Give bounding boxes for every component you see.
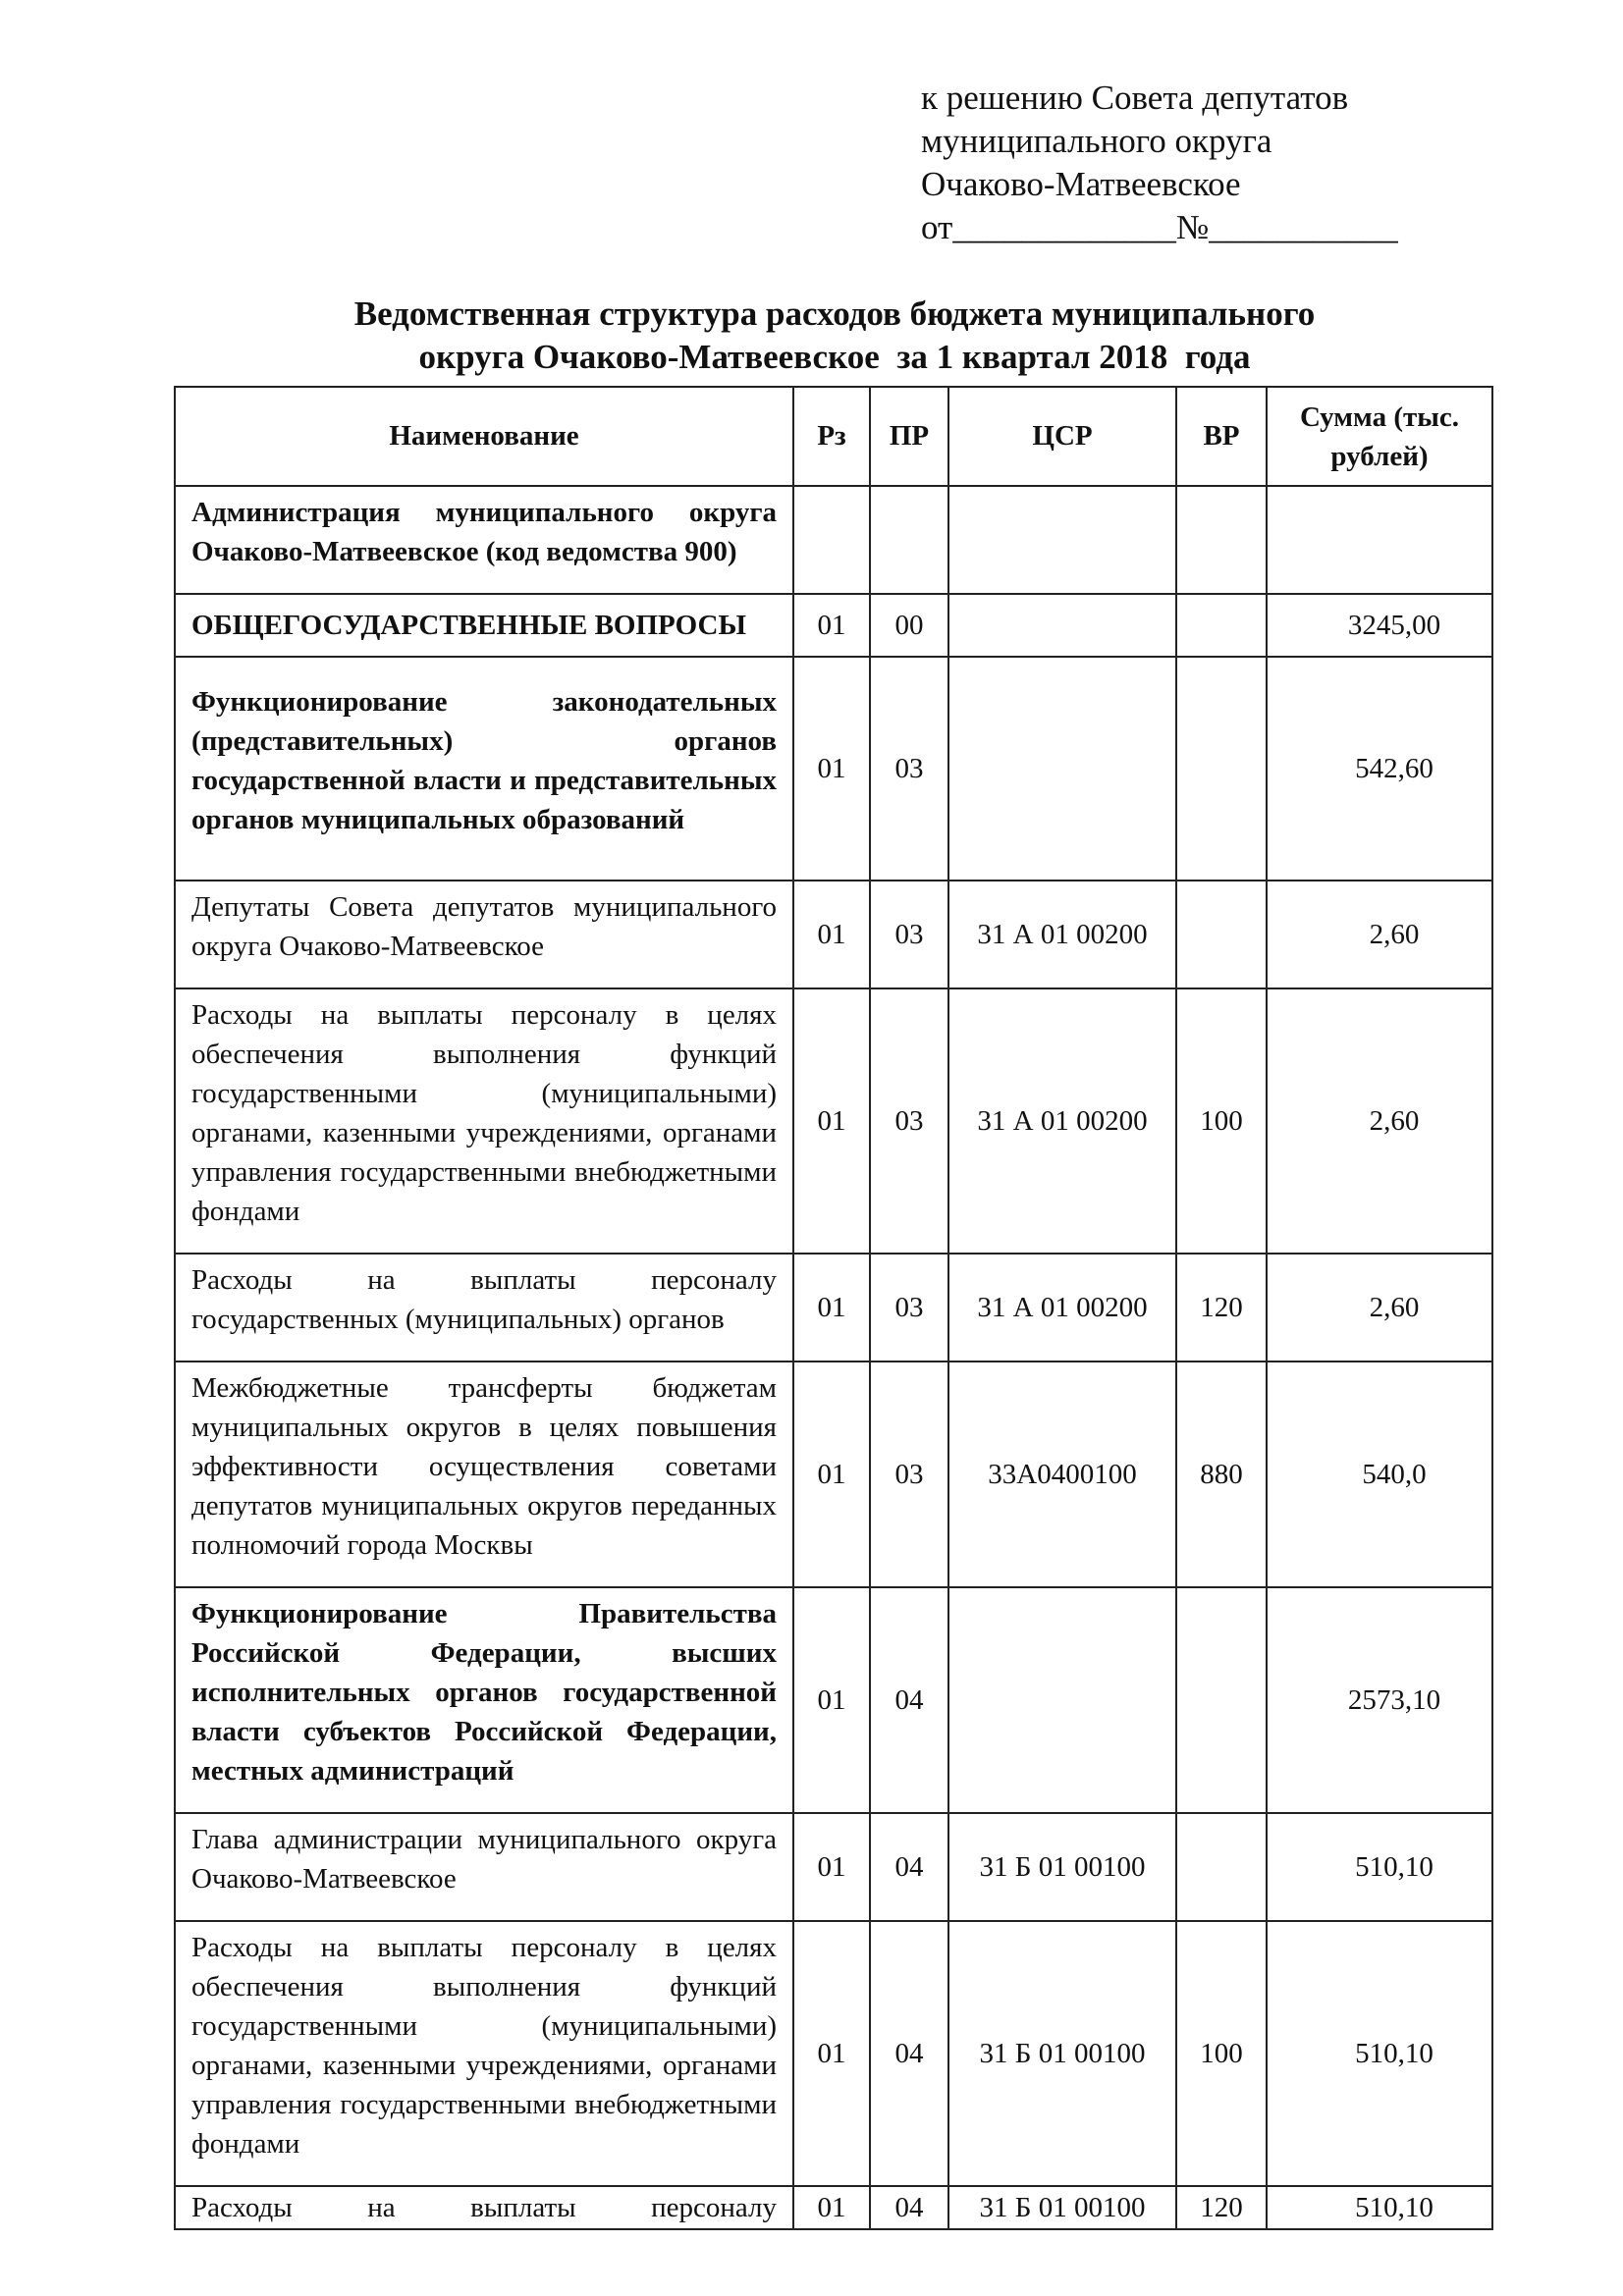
- col-header-name: Наименование: [175, 387, 793, 486]
- row-vr: 100: [1176, 988, 1267, 1254]
- row-pr: 04: [870, 1813, 948, 1921]
- header-line-3: Очаково-Матвеевское: [921, 165, 1241, 203]
- row-vr: [1176, 1813, 1267, 1921]
- row-vr: [1176, 486, 1267, 594]
- row-rz: 01: [793, 988, 870, 1254]
- table-header-row: [175, 387, 1492, 486]
- row-csr: [948, 594, 1176, 657]
- row-rz: 01: [793, 881, 870, 988]
- table-row: [175, 881, 1492, 988]
- row-pr: 04: [870, 1921, 948, 2186]
- row-name: Расходы на выплаты персоналу в целях обеспечения выполнения функций государственными (муниципальными) органами, казенными учреждениями, органами управления государственными внебюджетными фондами: [175, 1921, 793, 2186]
- col-header-sum: Сумма (тыс. рублей): [1267, 387, 1492, 486]
- row-csr: 31 А 01 00200: [948, 1254, 1176, 1362]
- row-rz: 01: [793, 657, 870, 881]
- row-sum: 2,60: [1267, 988, 1492, 1254]
- table-row: [175, 486, 1492, 594]
- row-csr: [948, 657, 1176, 881]
- row-name: Расходы на выплаты персоналу в целях обеспечения выполнения функций государственными (муниципальными) органами, казенными учреждениями, органами управления государственными внебюджетными фондами: [175, 988, 793, 1254]
- row-name: Расходы на выплаты персоналу государственных (муниципальных) органов: [175, 1254, 793, 1362]
- row-rz: 01: [793, 1813, 870, 1921]
- col-header-pr: ПР: [870, 387, 948, 486]
- row-sum: 2,60: [1267, 881, 1492, 988]
- row-rz: 01: [793, 2186, 870, 2229]
- row-sum: 3245,00: [1267, 594, 1492, 657]
- row-rz: 01: [793, 1921, 870, 2186]
- row-name: Расходы на выплаты персоналу: [175, 2186, 793, 2229]
- row-vr: [1176, 881, 1267, 988]
- row-vr: 100: [1176, 1921, 1267, 2186]
- row-csr: 31 А 01 00200: [948, 988, 1176, 1254]
- table-row: [175, 1587, 1492, 1813]
- col-header-csr: ЦСР: [948, 387, 1176, 486]
- row-csr: [948, 486, 1176, 594]
- table-row: [175, 988, 1492, 1254]
- row-pr: 03: [870, 1362, 948, 1587]
- row-sum: 2573,10: [1267, 1587, 1492, 1813]
- row-sum: 510,10: [1267, 2186, 1492, 2229]
- row-csr: 31 Б 01 00100: [948, 1813, 1176, 1921]
- row-sum: 540,0: [1267, 1362, 1492, 1587]
- row-rz: 01: [793, 1362, 870, 1587]
- row-pr: 04: [870, 2186, 948, 2229]
- row-pr: 03: [870, 657, 948, 881]
- row-name: Администрация муниципального округа Очаково-Матвеевское (код ведомства 900): [175, 486, 793, 594]
- row-sum: 510,10: [1267, 1921, 1492, 2186]
- row-rz: [793, 486, 870, 594]
- row-rz: 01: [793, 594, 870, 657]
- row-pr: 03: [870, 988, 948, 1254]
- row-vr: 120: [1176, 2186, 1267, 2229]
- row-sum: 510,10: [1267, 1813, 1492, 1921]
- table-row: [175, 594, 1492, 657]
- table-row: [175, 657, 1492, 881]
- row-name: Межбюджетные трансферты бюджетам муниципальных округов в целях повышения эффективности осуществления советами депутатов муниципальных округов переданных полномочий города Москвы: [175, 1362, 793, 1587]
- title-line-1: Ведомственная структура расходов бюджета муниципального: [353, 294, 1316, 333]
- budget-table: [174, 386, 1493, 2230]
- col-header-vr: ВР: [1176, 387, 1267, 486]
- document-title: [172, 293, 1497, 379]
- row-csr: 31 Б 01 00100: [948, 2186, 1176, 2229]
- table-row: [175, 1362, 1492, 1587]
- row-sum: 2,60: [1267, 1254, 1492, 1362]
- row-csr: 31 А 01 00200: [948, 881, 1176, 988]
- row-csr: [948, 1587, 1176, 1813]
- row-name: ОБЩЕГОСУДАРСТВЕННЫЕ ВОПРОСЫ: [175, 594, 793, 657]
- row-name: Глава администрации муниципального округа Очаково-Матвеевское: [175, 1813, 793, 1921]
- table-row: [175, 1921, 1492, 2186]
- title-line-2: округа Очаково-Матвеевское за 1 квартал 2018 года: [418, 338, 1251, 376]
- header-line-4: от_____________№___________: [921, 208, 1398, 246]
- col-header-rz: Рз: [793, 387, 870, 486]
- row-vr: [1176, 594, 1267, 657]
- row-csr: 31 Б 01 00100: [948, 1921, 1176, 2186]
- row-vr: 880: [1176, 1362, 1267, 1587]
- row-name: Функционирование Правительства Российской Федерации, высших исполнительных органов государственной власти субъектов Российской Федерации, местных администраций: [175, 1587, 793, 1813]
- row-rz: 01: [793, 1587, 870, 1813]
- row-pr: 00: [870, 594, 948, 657]
- row-pr: 03: [870, 1254, 948, 1362]
- row-pr: 04: [870, 1587, 948, 1813]
- table-row: [175, 1813, 1492, 1921]
- table-row: [175, 1254, 1492, 1362]
- row-pr: [870, 486, 948, 594]
- row-name: Депутаты Совета депутатов муниципального округа Очаково-Матвеевское: [175, 881, 793, 988]
- table-row: [175, 2186, 1492, 2229]
- row-sum: [1267, 486, 1492, 594]
- row-vr: 120: [1176, 1254, 1267, 1362]
- header-line-2: муниципального округа: [921, 122, 1272, 160]
- row-sum: 542,60: [1267, 657, 1492, 881]
- row-vr: [1176, 657, 1267, 881]
- row-vr: [1176, 1587, 1267, 1813]
- row-name: Функционирование законодательных (представительных) органов государственной власти и представительных органов муниципальных образований: [175, 657, 793, 881]
- row-pr: 03: [870, 881, 948, 988]
- row-rz: 01: [793, 1254, 870, 1362]
- row-csr: 33А0400100: [948, 1362, 1176, 1587]
- header-line-1: к решению Совета депутатов: [921, 79, 1349, 117]
- resolution-header: [921, 77, 1471, 249]
